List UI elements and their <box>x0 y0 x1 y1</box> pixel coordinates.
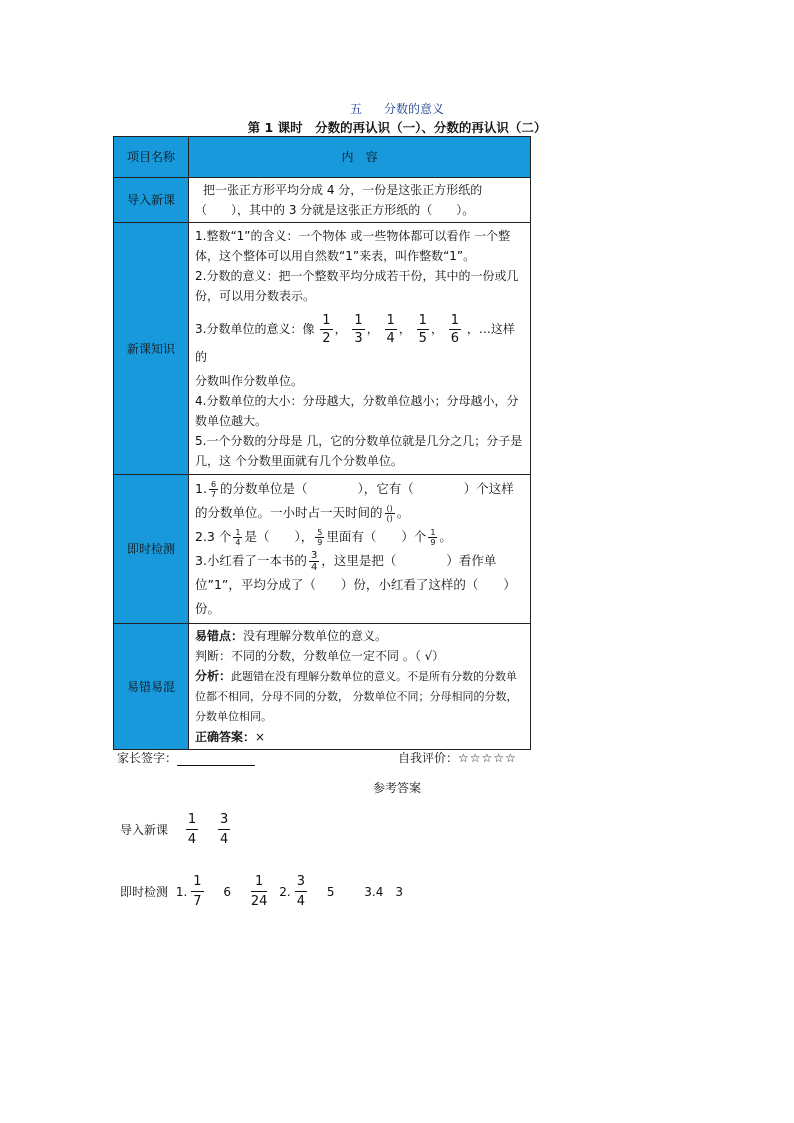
knowledge-point-5: 5.一个分数的分母是 几，它的分数单位就是几分之几；分子是几，这 个分数里面就有几个分数单位。 <box>195 434 523 468</box>
fraction: $\frac{1}{6}$ <box>450 313 460 346</box>
star-rating[interactable]: ☆☆☆☆☆ <box>458 751 517 765</box>
mistake-analysis: 分析：此题错在没有理解分数单位的意义。不是所有分数的分数单位都不相同，分母不同的分数， 分数单位不同；分母相同的分数，分数单位相同。 <box>195 669 518 723</box>
fraction: $\frac{()}{()}$ <box>386 504 393 523</box>
check-question-2: 2.3 个 $\frac{1}{4}$ 是（ ）， $\frac{5}{9}$ 里面有（ ）个 $\frac{1}{9}$ 。 <box>195 528 452 547</box>
header-item-cell <box>114 137 189 178</box>
fraction: $\frac{3}{4}$ <box>296 874 305 909</box>
intro-row <box>114 178 531 223</box>
fraction: $\frac{1}{5}$ <box>418 313 427 346</box>
intro-label-cell <box>114 178 189 223</box>
fraction: $\frac{1}{4}$ <box>187 812 197 847</box>
mistake-answer: 正确答案：× <box>195 730 266 744</box>
fraction: $\frac{6}{7}$ <box>210 480 217 499</box>
answers-check: 即时检测 1. $\frac{1}{7}$ 6 $\frac{1}{24}$ 2. $\frac{3}{4}$ 5 3.4 3 <box>120 874 404 909</box>
knowledge-point-3-prefix: 3.分数单位的意义：像 <box>195 322 315 336</box>
fraction: $\frac{3}{4}$ <box>310 550 318 573</box>
fraction: $\frac{5}{9}$ <box>317 528 323 547</box>
knowledge-label-cell <box>114 223 189 475</box>
fraction: $\frac{1}{4}$ <box>235 528 241 547</box>
check-row <box>114 475 531 624</box>
answers-intro <box>120 810 238 849</box>
header-content-label: 内 容 <box>341 150 378 164</box>
unit-title <box>0 100 794 117</box>
intro-content <box>189 178 531 223</box>
answers-title: 参考答案 <box>372 781 421 795</box>
knowledge-row <box>114 223 531 475</box>
header-content-cell <box>189 137 531 178</box>
fraction: $\frac{1}{4}$ <box>386 313 395 346</box>
mistakes-label-cell <box>114 624 189 750</box>
intro-line-1: 把一张正方形平均分成 4 分，一份是这张正方形纸的 <box>203 183 483 197</box>
parent-signature <box>117 749 255 766</box>
knowledge-point-3b: 分数叫作分数单位。 <box>195 374 304 388</box>
check-label-cell <box>114 475 189 624</box>
knowledge-point-3-suffix: ，…这样的 <box>195 322 515 364</box>
check-question-3: 3.小红看了一本书的 $\frac{3}{4}$ ，这里是把（ ）看作单位”1”，平均分成了（ ）份，小红看了这样的（ ）份。 <box>195 550 516 616</box>
fraction: $\frac{1}{24}$ <box>250 874 268 909</box>
mistakes-row <box>114 624 531 750</box>
check-content <box>189 475 531 624</box>
unit-name: 分数的意义 <box>384 102 445 116</box>
mistakes-content <box>189 624 531 750</box>
mistakes-label: 易错易混 <box>126 679 175 694</box>
knowledge-point-2: 2.分数的意义：把一个整数平均分成若干份，其中的一份或几份，可以用分数表示。 <box>195 269 519 303</box>
check-label: 即时检测 <box>126 542 175 556</box>
mistake-point: 易错点：没有理解分数单位的意义。 <box>195 629 388 643</box>
mistake-judge: 判断：不同的分数，分数单位一定不同 。（ √） <box>195 649 445 663</box>
fraction: $\frac{1}{7}$ <box>193 874 202 909</box>
knowledge-content <box>189 223 531 475</box>
intro-label: 导入新课 <box>126 193 175 207</box>
answers-check-label: 即时检测 <box>120 885 169 899</box>
intro-line-2: （ ），其中的 3 分就是这张正方形纸的（ ）。 <box>195 203 475 217</box>
lesson-title: 第 1 课时 分数的再认识（一）、分数的再认识（二） <box>247 120 547 135</box>
unit-number: 五 <box>349 102 362 116</box>
lesson-table <box>113 136 531 750</box>
knowledge-point-1: 1.整数“1”的含义：一个物体 或一些物体都可以看作 一个整体，这个整体可以用自然数“1”来表，叫作整数“1”。 <box>195 229 511 263</box>
parent-signature-label: 家长签字： <box>117 751 178 765</box>
signature-line[interactable] <box>177 751 255 766</box>
knowledge-point-3: 3.分数单位的意义：像 $\frac{1}{2}$ ， $\frac{1}{3}$ ， $\frac{1}{4}$ ， $\frac{1}{5}$ ， $\frac{1}{6}$ ，…这样的 <box>195 313 515 364</box>
answers-intro-label: 导入新课 <box>120 823 169 837</box>
self-eval-label: 自我评价： <box>398 751 459 765</box>
fraction: $\frac{1}{3}$ <box>354 313 363 346</box>
knowledge-label: 新课知识 <box>126 341 175 356</box>
fraction: $\frac{3}{4}$ <box>219 812 229 847</box>
header-item-label: 项目名称 <box>126 150 175 164</box>
knowledge-point-4: 4.分数单位的大小：分母越大，分数单位越小；分母越小，分数单位越大。 <box>195 394 519 428</box>
check-question-1: 1. $\frac{6}{7}$ 的分数单位是（ ），它有（ ）个这样的分数单位。一小时占一天时间的 $\frac{()}{()}$ 。 <box>195 480 514 523</box>
fraction: $\frac{1}{9}$ <box>430 528 436 547</box>
fraction: $\frac{1}{2}$ <box>322 313 331 346</box>
table-header-row <box>114 137 531 178</box>
self-evaluation <box>398 749 517 766</box>
